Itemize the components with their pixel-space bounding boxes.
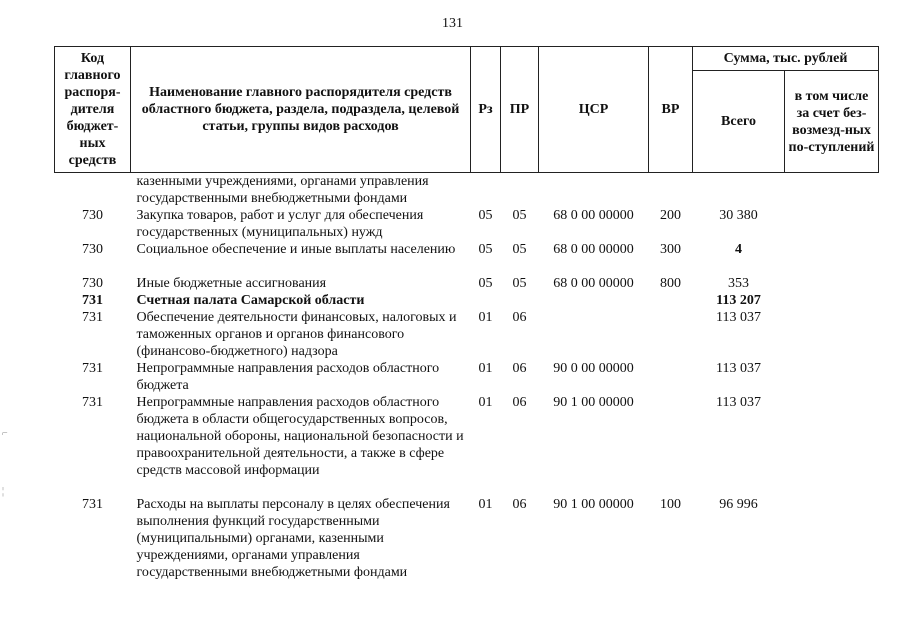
table-row [55,207,879,241]
header-sum: Сумма, тыс. рублей [693,47,879,71]
cell-vr: 100 [660,497,681,512]
cell-vr [649,394,693,496]
table-header [55,47,879,173]
cell-pr [501,173,539,208]
cell-csr: 90 1 00 00000 [553,395,634,410]
cell-gratuitous [785,207,879,241]
cell-rz: 01 [478,361,493,376]
table-row [55,394,879,496]
cell-gratuitous [785,241,879,275]
cell-total: 113 207 [716,293,761,308]
cell-name: Расходы на выплаты персоналу в целях обеспечения выполнения функций государственными (муниципальными) органами, казенными учреждениями, органами управления государственными внебюджетными фондами [136,497,450,580]
cell-pr: 05 [512,242,527,257]
cell-vr [649,292,693,309]
cell-pr: 05 [512,208,527,223]
table-row [55,275,879,292]
cell-vr: 300 [660,242,681,257]
table-row [55,360,879,394]
cell-pr: 06 [512,395,527,410]
header-code: Код главного распоря-дителя бюджет-ных средств [55,47,131,173]
header-vr: ВР [649,47,693,173]
cell-total: 113 037 [716,361,761,376]
cell-pr: 05 [512,276,527,291]
cell-gratuitous [785,394,879,496]
cell-code: 731 [82,310,103,325]
cell-total: 96 996 [719,497,758,512]
cell-gratuitous [785,275,879,292]
table-row [55,309,879,360]
cell-code: 730 [82,208,103,223]
table-row [55,241,879,275]
cell-code: 731 [82,395,103,410]
cell-rz: 05 [478,242,493,257]
cell-total [693,173,785,208]
cell-code: 730 [82,276,103,291]
cell-name: Непрограммные направления расходов областного бюджета в области общегосударственных вопросов, национальной обороны, национальной безопасности и правоохранительной деятельности, а также в сфере средств массовой информации [136,395,464,478]
cell-csr: 68 0 00 00000 [553,208,634,223]
cell-rz [471,292,501,309]
cell-total: 4 [735,242,742,257]
cell-name: Непрограммные направления расходов областного бюджета [136,361,440,393]
table-row [55,292,879,309]
cell-vr [649,309,693,360]
cell-gratuitous [785,173,879,208]
cell-pr: 06 [512,310,527,325]
cell-code: 731 [82,497,103,512]
cell-total: 30 380 [719,208,758,223]
cell-pr [501,292,539,309]
cell-vr [649,173,693,208]
cell-code: 731 [82,293,103,308]
cell-rz: 01 [478,395,493,410]
cell-rz: 01 [478,497,493,512]
header-total: Всего [693,71,785,173]
cell-pr: 06 [512,361,527,376]
cell-rz: 05 [478,276,493,291]
cell-gratuitous [785,496,879,581]
cell-csr: 68 0 00 00000 [553,276,634,291]
cell-gratuitous [785,292,879,309]
budget-table [54,46,879,581]
cell-code [55,173,131,208]
cell-vr: 800 [660,276,681,291]
cell-total: 113 037 [716,310,761,325]
cell-pr: 06 [512,497,527,512]
cell-rz: 05 [478,208,493,223]
cell-rz: 01 [478,310,493,325]
cell-gratuitous [785,309,879,360]
cell-code: 730 [82,242,103,257]
table-row [55,496,879,581]
table-body [55,173,879,582]
cell-name: Иные бюджетные ассигнования [136,276,327,291]
table-row [55,173,879,208]
cell-name: Обеспечение деятельности финансовых, налоговых и таможенных органов и органов финансового (финансово-бюджетного) надзора [136,310,457,359]
cell-name: Счетная палата Самарской области [136,293,365,308]
cell-name: Закупка товаров, работ и услуг для обеспечения государственных (муниципальных) нужд [136,208,424,240]
cell-csr: 90 1 00 00000 [553,497,634,512]
header-gratuitous: в том числе за счет без-возмезд-ных по-ступлений [785,71,879,173]
cell-vr: 200 [660,208,681,223]
cell-name: Социальное обеспечение и иные выплаты населению [136,242,456,257]
scan-artifact-mark: ⌐ [2,428,8,439]
page-number: 131 [442,16,463,31]
header-csr: ЦСР [539,47,649,173]
scan-artifact-mark: ¦ [2,486,5,497]
cell-code: 731 [82,361,103,376]
header-pr: ПР [501,47,539,173]
cell-name: казенными учреждениями, органами управления государственными внебюджетными фондами [136,174,429,206]
cell-csr: 68 0 00 00000 [553,242,634,257]
cell-total: 113 037 [716,395,761,410]
cell-gratuitous [785,360,879,394]
cell-total: 353 [728,276,749,291]
cell-csr: 90 0 00 00000 [553,361,634,376]
cell-csr [539,173,649,208]
cell-csr [539,309,649,360]
header-rz: Рз [471,47,501,173]
cell-vr [649,360,693,394]
cell-rz [471,173,501,208]
cell-csr [539,292,649,309]
header-name: Наименование главного распорядителя средств областного бюджета, раздела, подраздела, целевой статьи, группы видов расходов [131,47,471,173]
